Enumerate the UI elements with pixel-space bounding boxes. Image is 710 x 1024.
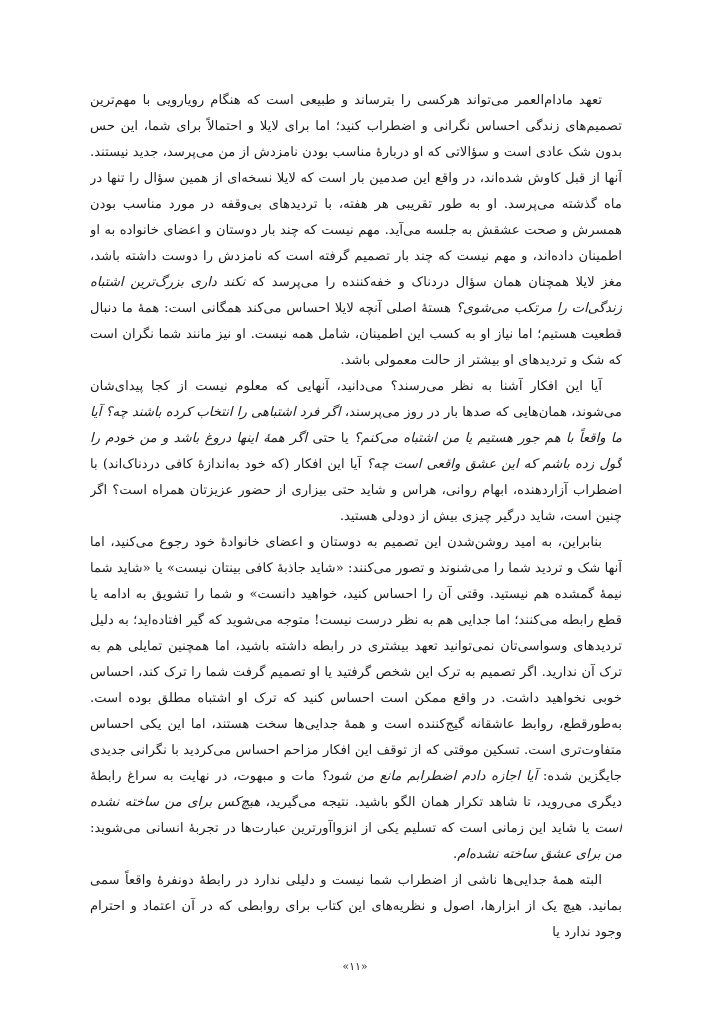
book-page-body: [90, 88, 622, 948]
paragraph-1-text-2: هستهٔ اصلی آنچه لایلا احساس می‌کند همگانی است: همهٔ ما دنبال قطعیت هستیم؛ اما نیاز او به کسب این اطمینان، شامل همه نیست. او نیز مانند شما نگران است که شک و تردیدهای او بیشتر از حالت معمولی باشد.: [90, 301, 622, 368]
paragraph-4: [90, 868, 622, 946]
paragraph-3-italic-2: هیچ‌کس برای من ساخته نشده است: [90, 795, 622, 836]
paragraph-3-text-2: مات و مبهوت، در نهایت به سراغ رابطهٔ دیگری می‌روید، تا شاهد تکرار همان الگو باشید. نتیجه می‌گیرید،: [90, 769, 622, 810]
paragraph-2-text-2: یا حتی: [307, 431, 354, 446]
paragraph-3-text-3: یا شاید این زمانی است که تسلیم یکی از انزواآورترین عبارت‌ها در تجربهٔ انسانی می‌شوید:: [90, 821, 595, 836]
paragraph-2-text-1: آیا این افکار آشنا به نظر می‌رسند؟ می‌دانید، آنهایی که معلوم نیست از کجا پیدای‌شان می‌شوند، همان‌هایی که صدها بار در روز می‌پرسند،: [90, 379, 622, 420]
paragraph-3-italic-1: آیا اجازه دادم اضطرابم مانع من شود؟: [320, 769, 538, 784]
paragraph-1-italic-1: نکند داری بزرگ‌ترین اشتباه زندگی‌ات را مرتکب می‌شوی؟: [90, 275, 622, 316]
paragraph-2-italic-1: اگر فرد اشتباهی را انتخاب کرده باشند چه؟ آیا ما واقعاً با هم جور هستیم یا من اشتباه می‌کنم؟: [90, 405, 622, 446]
page-number: «۱۱»: [342, 960, 368, 973]
paragraph-3-text-1: بنابراین، به امید روشن‌شدن این تصمیم به دوستان و اعضای خانوادهٔ خود رجوع می‌کنید، اما آنها شک و تردید شما را می‌شنوند و تصور می‌کنند: «شاید جاذبهٔ کافی بینتان نیست» یا «شاید شما نیمهٔ گمشده هم نیستید. وقتی آن را احساس کنید، خواهید دانست» و شما را تشویق به ادامه یا قطع رابطه می‌کنند؛ اما جدایی هم به نظر درست نیست! متوجه می‌شوید که گیر افتاده‌اید؛ به دلیل تردیدهای وسواسی‌تان نمی‌توانید تعهد بیشتری در رابطه داشته باشید، اما همچنین تمایلی هم به ترک آن ندارید. اگر تصمیم به ترک این شخص گرفتید یا او تصمیم گرفت شما را ترک کند، احساس خوبی نخواهید داشت. در واقع ممکن است احساس کنید که ترک او اشتباه مطلق بوده است. به‌طورقطع، روابط عاشقانه گیج‌کننده است و همهٔ جدایی‌ها سخت هستند، اما این یکی احساس متفاوت‌تری است. تسکین موقتی که از توقف این افکار مزاحم احساس می‌کردید با نگرانی جدیدی جایگزین شده:: [90, 535, 622, 784]
paragraph-3: [90, 530, 622, 868]
paragraph-1-text-1: تعهد مادام‌العمر می‌تواند هرکسی را بترساند و طبیعی است که هنگام رویارویی با مهم‌ترین تصمیم‌های زندگی احساس نگرانی و اضطراب کنید؛ اما برای لایلا و احتمالاً برای شما، این حس بدون شک عادی است و سؤالاتی که او دربارهٔ مناسب بودن نامزدش از من می‌پرسد، جدید نیستند. آنها از قبل کاوش شده‌اند، در واقع این صدمین بار است که لایلا نسخه‌ای از همین سؤال را تنها در ماه گذشته می‌پرسد. او به طور تقریبی هر هفته، با تردیدهای بی‌وقفه در مورد مناسب بودن همسرش و صحت عشقش به جلسه می‌آید. مهم نیست که چند بار دوستان و اعضای خانواده به او اطمینان داده‌اند، و مهم نیست که چند بار تصمیم گرفته است که نامزدش را دوست داشته باشد، مغز لایلا همچنان همان سؤال دردناک و خفه‌کننده را می‌پرسد که: [90, 93, 622, 290]
paragraph-3-italic-3: من برای عشق ساخته نشده‌ام.: [453, 847, 622, 862]
paragraph-1: [90, 88, 622, 374]
paragraph-2-italic-2: اگر همهٔ اینها دروغ باشد و من خودم را گول زده باشم که این عشق واقعی است چه؟: [90, 431, 622, 472]
paragraph-2-text-3: آیا این افکار (که خود به‌اندازهٔ کافی دردناک‌اند) با اضطراب آزاردهنده، ابهام روانی، هراس و شاید حتی بیزاری از حضور عزیزتان همراه است؟ اگر چنین است، شاید درگیر چیزی بیش از دودلی هستید.: [90, 457, 622, 524]
paragraph-2: [90, 374, 622, 530]
paragraph-4-text-1: البته همهٔ جدایی‌ها ناشی از اضطراب شما نیست و دلیلی ندارد در رابطهٔ دونفرهٔ واقعاً سمی بمانید. هیچ یک از ابزارها، اصول و نظریه‌های این کتاب برای روابطی که در آن اعتماد و احترام وجود ندارد یا: [90, 873, 622, 940]
